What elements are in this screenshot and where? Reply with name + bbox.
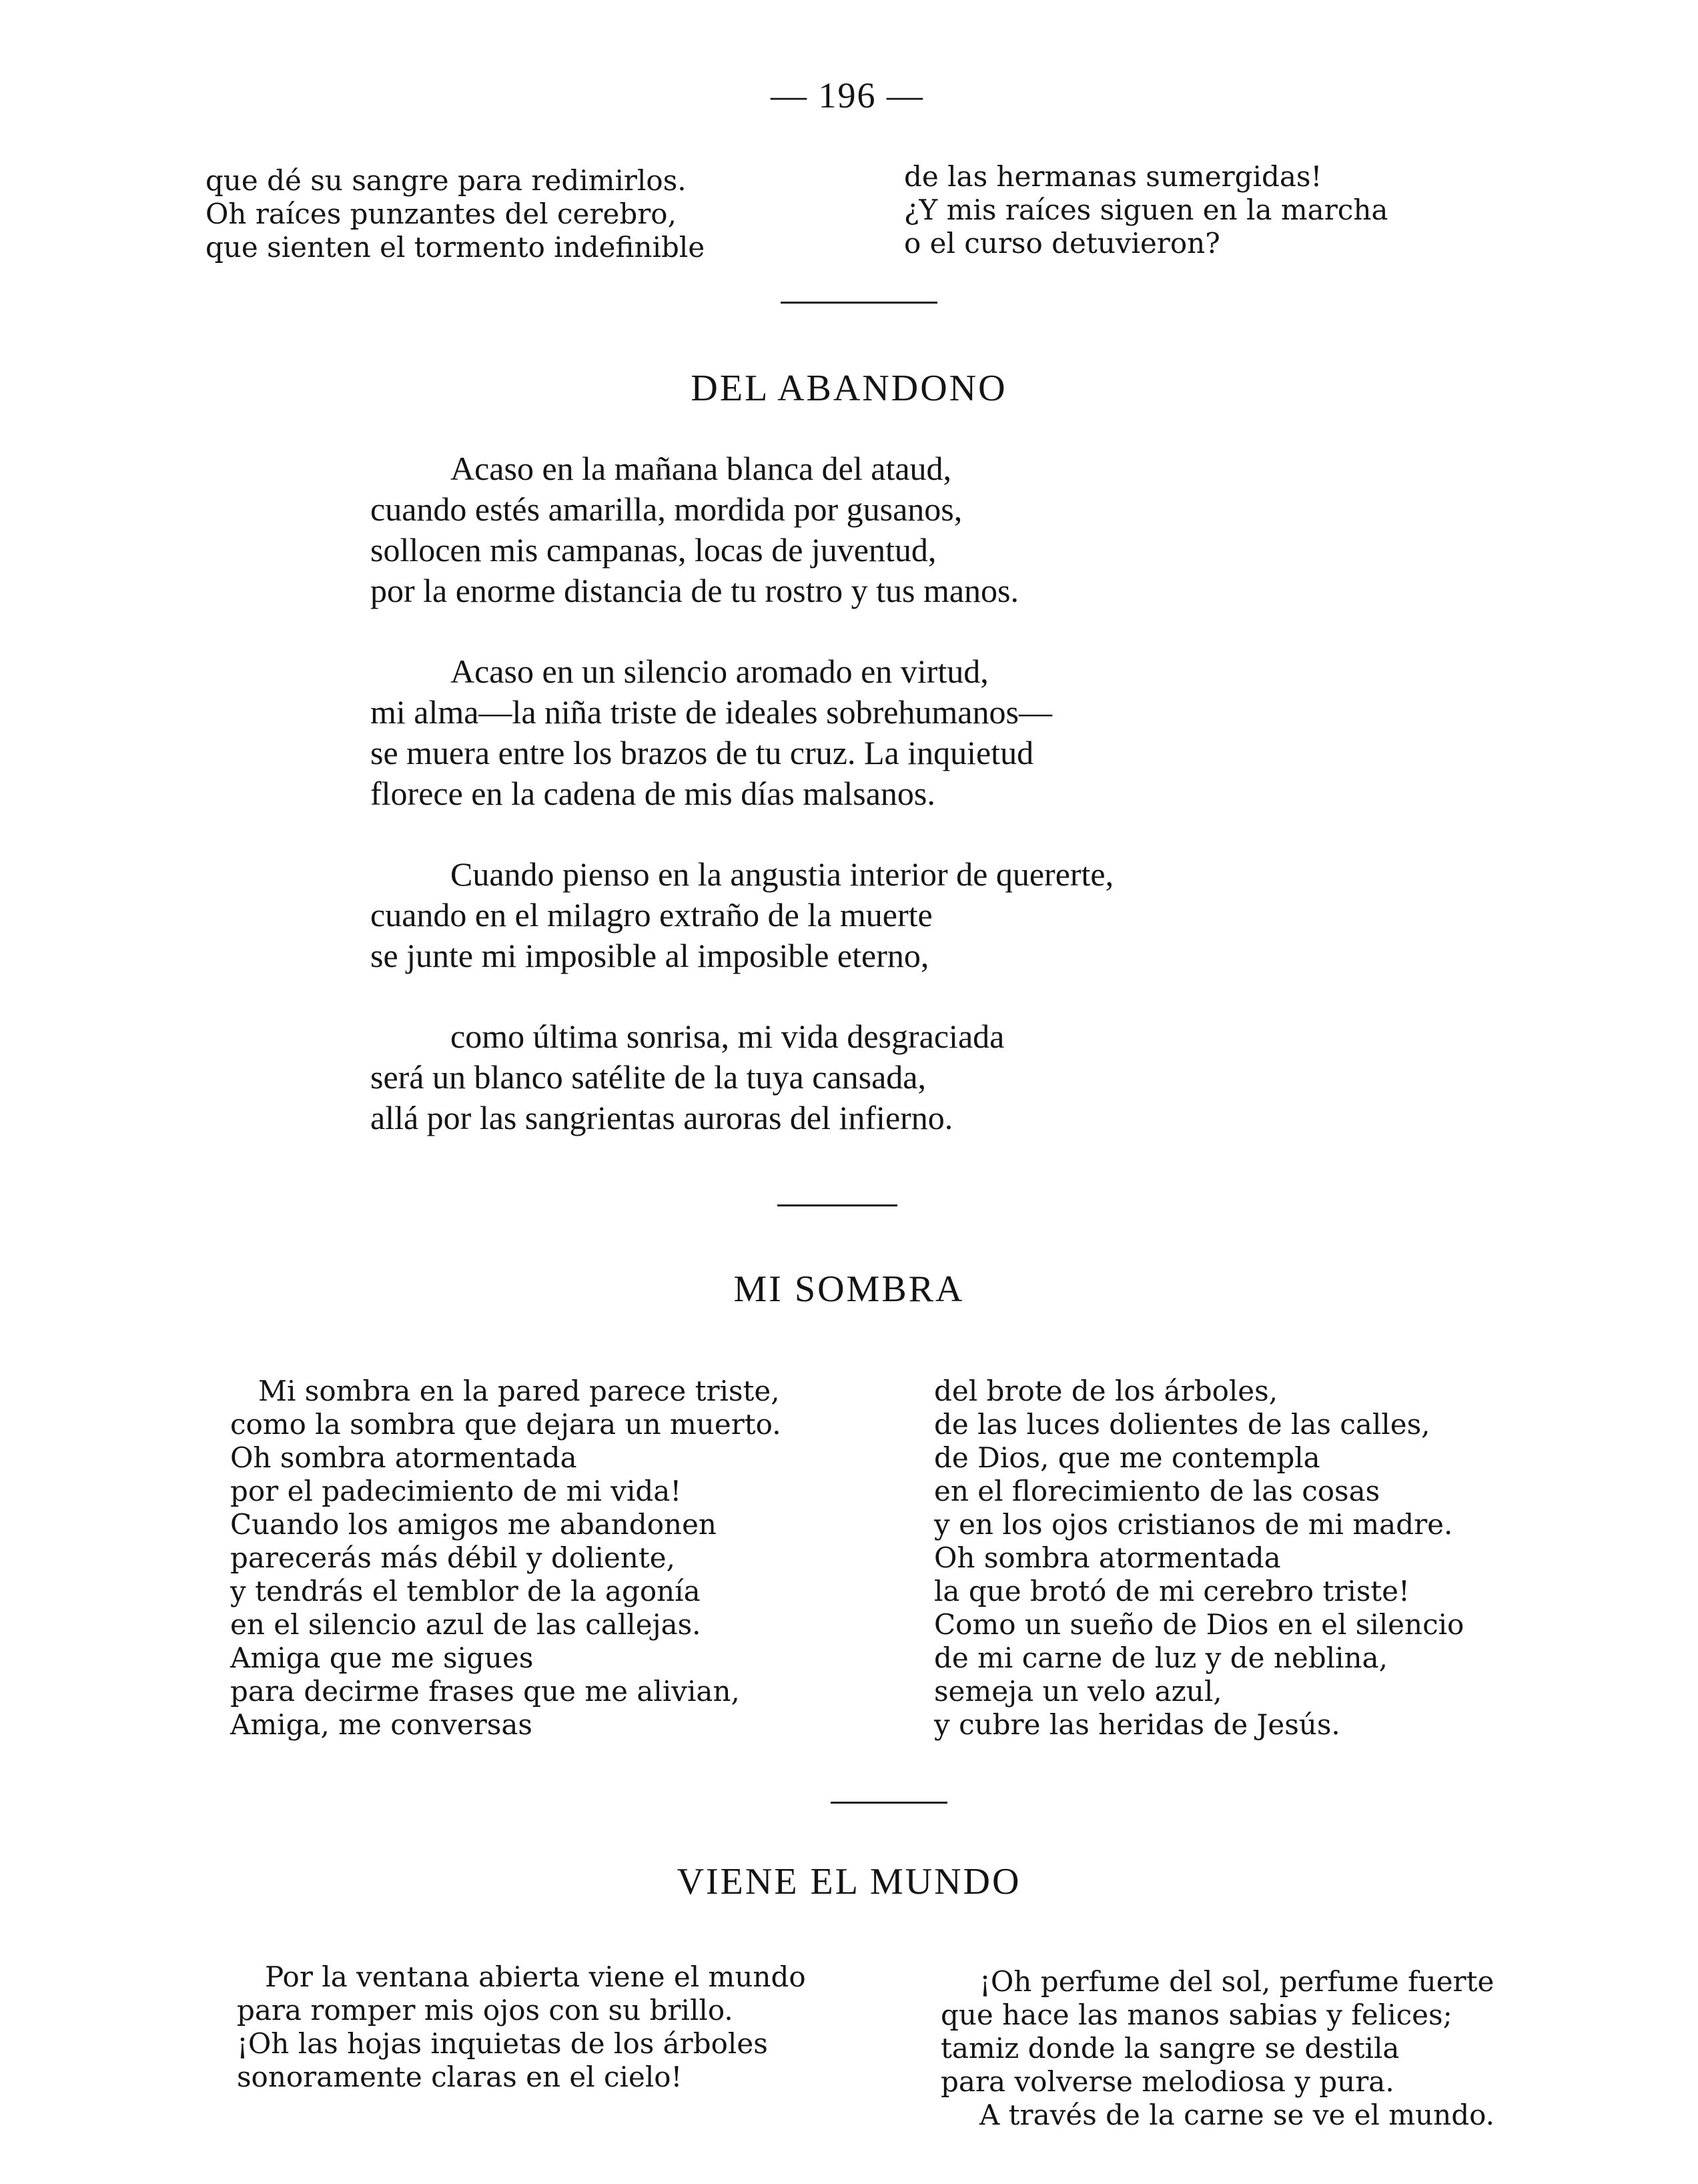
poem-line: de mi carne de luz y de neblina, bbox=[934, 1642, 1388, 1674]
poem-line: en el florecimiento de las cosas bbox=[934, 1475, 1380, 1507]
poem-line: ¡Oh perfume del sol, perfume fuerte bbox=[979, 1965, 1495, 1998]
poem-line: para volverse melodiosa y pura. bbox=[941, 2065, 1394, 2098]
poem-line: sollocen mis campanas, locas de juventud, bbox=[370, 531, 937, 569]
poem-line: florece en la cadena de mis días malsanos. bbox=[370, 775, 935, 812]
viene-el-mundo-left-column bbox=[237, 1960, 806, 2094]
viene-el-mundo-right-column bbox=[941, 1965, 1495, 2132]
mi-sombra-left-column bbox=[230, 1375, 781, 1742]
poem-line: o el curso detuvieron? bbox=[904, 227, 1220, 260]
poem-line: para romper mis ojos con su brillo. bbox=[237, 1994, 733, 2027]
section-divider bbox=[781, 302, 937, 304]
poem-line: Cuando pienso en la angustia interior de quererte, bbox=[450, 855, 1114, 893]
poem-line: y en los ojos cristianos de mi madre. bbox=[934, 1508, 1453, 1541]
poem-line: Como un sueño de Dios en el silencio bbox=[934, 1608, 1464, 1641]
poem-line: se junte mi imposible al imposible eterno, bbox=[370, 937, 929, 974]
poem-line: de las luces dolientes de las calles, bbox=[934, 1408, 1430, 1441]
poem-body-del-abandono bbox=[370, 448, 1114, 1178]
poem-line: y tendrás el temblor de la agonía bbox=[230, 1575, 701, 1607]
poem-line: Por la ventana abierta viene el mundo bbox=[265, 1960, 806, 1993]
poem-title-viene-el-mundo: VIENE EL MUNDO bbox=[677, 1861, 1021, 1902]
poem-line: sonoramente claras en el cielo! bbox=[237, 2061, 683, 2093]
top-poem-right-column bbox=[904, 160, 1388, 260]
poem-line: que sienten el tormento indefinible bbox=[205, 231, 705, 264]
poem-line: por la enorme distancia de tu rostro y tus manos. bbox=[370, 572, 1019, 609]
poem-line: allá por las sangrientas auroras del infierno. bbox=[370, 1099, 953, 1136]
section-divider bbox=[831, 1802, 947, 1804]
poem-line: como la sombra que dejara un muerto. bbox=[230, 1408, 781, 1441]
poem-title-mi-sombra: MI SOMBRA bbox=[733, 1268, 965, 1310]
poem-line: que dé su sangre para redimirlos. bbox=[205, 164, 687, 197]
poem-line: tamiz donde la sangre se destila bbox=[941, 2032, 1400, 2065]
poem-line: Acaso en la mañana blanca del ataud, bbox=[450, 450, 952, 487]
poem-line: semeja un velo azul, bbox=[934, 1675, 1222, 1708]
poem-line: cuando estés amarilla, mordida por gusanos, bbox=[370, 490, 963, 528]
poem-line: ¡Oh las hojas inquietas de los árboles bbox=[237, 2027, 768, 2060]
poem-line: la que brotó de mi cerebro triste! bbox=[934, 1575, 1410, 1607]
poem-line: ¿Y mis raíces siguen en la marcha bbox=[904, 194, 1388, 226]
stanza bbox=[370, 1016, 1114, 1138]
poem-line: Oh raíces punzantes del cerebro, bbox=[205, 198, 677, 230]
poem-line: Amiga que me sigues bbox=[230, 1642, 534, 1674]
section-divider bbox=[777, 1204, 897, 1206]
poem-line: que hace las manos sabias y felices; bbox=[941, 1998, 1452, 2031]
poem-line: Cuando los amigos me abandonen bbox=[230, 1508, 717, 1541]
stanza bbox=[370, 448, 1114, 611]
poem-line: Oh sombra atormentada bbox=[230, 1441, 577, 1474]
stanza bbox=[370, 854, 1114, 976]
poem-line: y cubre las heridas de Jesús. bbox=[934, 1708, 1340, 1741]
page-number: — 196 — bbox=[771, 75, 924, 115]
poem-line: Acaso en un silencio aromado en virtud, bbox=[450, 653, 989, 690]
stanza bbox=[370, 651, 1114, 814]
poem-line: Mi sombra en la pared parece triste, bbox=[258, 1375, 780, 1407]
poem-title-del-abandono: DEL ABANDONO bbox=[691, 368, 1007, 409]
poem-line: como última sonrisa, mi vida desgraciada bbox=[450, 1018, 1005, 1055]
poem-line: de las hermanas sumergidas! bbox=[904, 160, 1322, 193]
poem-line: del brote de los árboles, bbox=[934, 1375, 1278, 1407]
poem-line: mi alma—la niña triste de ideales sobrehumanos— bbox=[370, 693, 1052, 731]
poem-line: parecerás más débil y doliente, bbox=[230, 1541, 675, 1574]
poem-line: A través de la carne se ve el mundo. bbox=[979, 2099, 1495, 2131]
poem-line: para decirme frases que me alivian, bbox=[230, 1675, 740, 1708]
poem-line: Oh sombra atormentada bbox=[934, 1541, 1281, 1574]
top-poem-left-column bbox=[205, 164, 705, 264]
mi-sombra-right-column bbox=[934, 1375, 1464, 1742]
poem-line: será un blanco satélite de la tuya cansada, bbox=[370, 1058, 926, 1096]
poem-line: se muera entre los brazos de tu cruz. La inquietud bbox=[370, 734, 1034, 771]
poem-line: de Dios, que me contempla bbox=[934, 1441, 1320, 1474]
poem-line: en el silencio azul de las callejas. bbox=[230, 1608, 701, 1641]
poem-line: por el padecimiento de mi vida! bbox=[230, 1475, 682, 1507]
poem-line: Amiga, me conversas bbox=[230, 1708, 532, 1741]
poem-line: cuando en el milagro extraño de la muerte bbox=[370, 896, 933, 934]
